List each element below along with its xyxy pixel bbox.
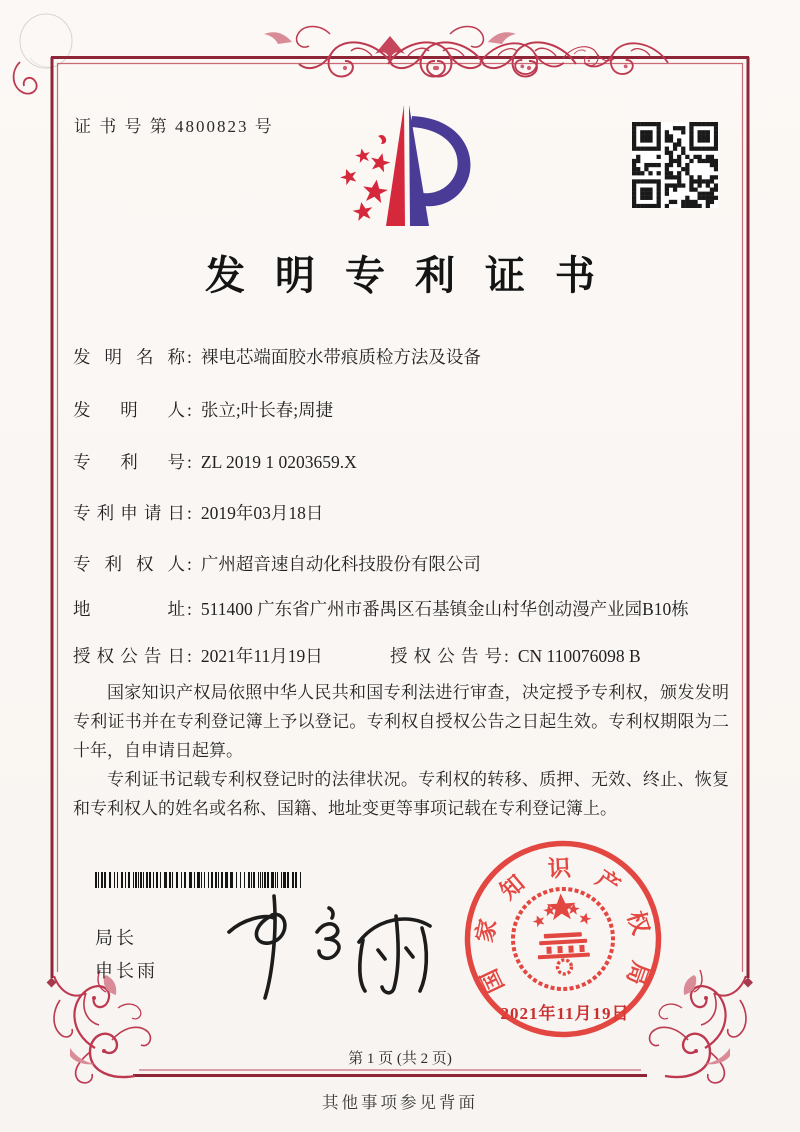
field-value: 2019年03月18日 xyxy=(200,503,324,523)
field-row-filing-date xyxy=(73,500,323,526)
field-label: 发明人 xyxy=(73,400,185,420)
field-colon: : xyxy=(187,452,192,472)
field-value: 511400 广东省广州市番禺区石基镇金山村华创动漫产业园B10栋 xyxy=(200,599,689,619)
field-label: 发明名称 xyxy=(73,347,185,367)
field-label: 专利号 xyxy=(73,452,185,472)
qr-code-icon xyxy=(632,122,718,208)
legal-paragraph-2: 专利证书记载专利权登记时的法律状况。专利权的转移、质押、无效、终止、恢复和专利权人的姓名或名称、国籍、地址变更等事项记载在专利登记簿上。 xyxy=(73,770,729,818)
svg-text:国: 国 xyxy=(476,965,509,997)
field-value: 裸电芯端面胶水带痕质检方法及设备 xyxy=(200,347,481,367)
svg-text:家: 家 xyxy=(472,916,502,945)
field-row-patent-number xyxy=(73,449,357,475)
grant-number-value: CN 110076098 B xyxy=(517,646,641,666)
field-row-patentee xyxy=(73,551,481,577)
field-colon: : xyxy=(187,599,192,619)
seal-date: 2021年11月19日 xyxy=(500,1004,630,1023)
field-row-address xyxy=(73,596,736,622)
field-colon: : xyxy=(187,646,192,666)
field-row-inventors xyxy=(73,397,333,423)
director-title: 局长 xyxy=(95,928,137,948)
embossed-watermark xyxy=(20,14,72,68)
field-label: 地址 xyxy=(73,599,185,619)
field-label: 授权公告号 xyxy=(390,646,502,666)
field-colon: : xyxy=(187,400,192,420)
seal-emblem xyxy=(510,886,615,991)
certificate-title: 发明专利证书 xyxy=(205,253,625,298)
field-label: 授权公告日 xyxy=(73,646,185,666)
field-row-invention-name xyxy=(73,344,481,370)
svg-text:产: 产 xyxy=(591,865,625,900)
svg-text:识: 识 xyxy=(547,855,572,882)
certificate-number: 证 书 号 第 4800823 号 xyxy=(74,117,274,136)
svg-text:局: 局 xyxy=(621,958,654,989)
field-value: ZL 2019 1 0203659.X xyxy=(200,452,357,472)
back-note: 其他事项参见背面 xyxy=(322,1093,478,1112)
field-colon: : xyxy=(187,347,192,367)
national-emblem-seal-icon xyxy=(460,836,666,1042)
svg-text:知: 知 xyxy=(495,870,530,905)
field-label: 专利权人 xyxy=(73,554,185,574)
legal-paragraph-1: 国家知识产权局依照中华人民共和国专利法进行审查，决定授予专利权，颁发发明专利证书并在专利登记簿上予以登记。专利权自授权公告之日起生效。专利权期限为二十年，自申请日起算。 xyxy=(73,683,729,760)
svg-text:权: 权 xyxy=(622,907,654,938)
legal-text xyxy=(73,678,729,823)
signature-icon xyxy=(213,888,445,1006)
grant-date-value: 2021年11月19日 xyxy=(200,646,323,666)
director-name: 申长雨 xyxy=(95,961,158,981)
field-row-grant xyxy=(73,643,729,669)
field-value: 广州超音速自动化科技股份有限公司 xyxy=(200,554,481,574)
cnipa-logo-icon xyxy=(332,100,482,230)
field-label: 专利申请日 xyxy=(73,503,185,523)
top-ornament xyxy=(14,27,668,94)
field-colon: : xyxy=(187,554,192,574)
field-colon: : xyxy=(504,646,509,666)
barcode-icon xyxy=(95,872,307,888)
field-value: 张立;叶长春;周捷 xyxy=(200,400,334,420)
grant-number-group xyxy=(390,643,641,669)
page-number: 第 1 页 (共 2 页) xyxy=(348,1051,452,1067)
field-colon: : xyxy=(187,503,192,523)
